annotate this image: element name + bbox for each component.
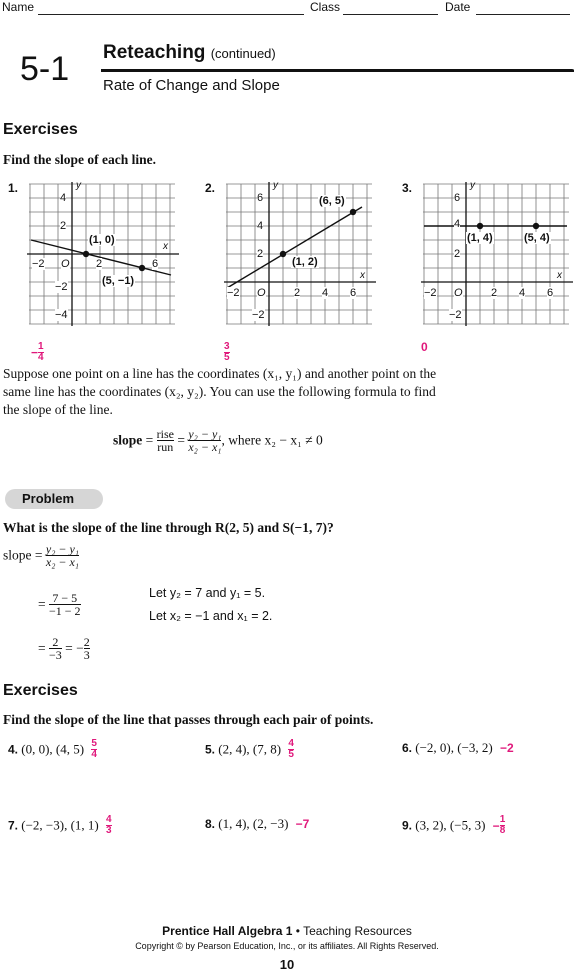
class-blank (343, 2, 438, 15)
graph-3-xtick: 2 (491, 287, 498, 299)
solution-step-3: = $\frac{2}{-3}$ = − $\frac{2}{3}$ (38, 635, 90, 662)
slope-formula: slope = $\frac{\text{rise}}{\text{run}}$ = $\frac{\text{y₂ − y₁}}{\text{x₂ − x₁}}$ , where x₂ − x₁ ≠ 0 (113, 427, 323, 454)
graph-1-number: 1. (8, 181, 19, 195)
lesson-number: 5-1 (20, 50, 70, 88)
graph-3-y-label: y (470, 180, 475, 191)
graph-1-point-label: (5, −1) (102, 275, 135, 287)
graph-1-x-label: x (163, 241, 168, 252)
graph-3-ytick: 4 (454, 218, 461, 230)
graph-3-xtick: 6 (547, 287, 554, 299)
exercise-7: 7. (−2, −3), (1, 1) $\frac{4}{3}$ (8, 814, 112, 836)
graph-1-ytick: 2 (60, 220, 67, 232)
solution-note-2: Let x₂ = −1 and x₁ = 2. (149, 609, 273, 623)
graph-2-number: 2. (205, 181, 216, 195)
graph-3-grid (423, 184, 569, 324)
graph-1-point-b (139, 265, 145, 271)
footer-book: Prentice Hall Algebra 1 • Teaching Resources (162, 924, 412, 938)
exercise-5: 5. (2, 4), (7, 8) $\frac{4}{5}$ (205, 738, 294, 760)
graph-2-xtick: 4 (322, 287, 329, 299)
graph-1-ytick: −4 (55, 309, 68, 321)
part1-instruction: Find the slope of each line. (3, 152, 157, 167)
graph-2-ytick: 2 (257, 248, 264, 260)
graph-1-point-a (83, 251, 89, 257)
footer-copyright: Copyright © by Pearson Education, Inc., or its affiliates. All Rights Reserved. (135, 941, 439, 951)
graph-2-point-label: (6, 5) (319, 195, 345, 207)
exercise-6: 6. (−2, 0), (−3, 2) −2 (402, 740, 514, 756)
graph-3-answer: 0 (421, 340, 428, 354)
graph-2-line (227, 207, 362, 288)
graph-2-x-label: x (360, 270, 365, 281)
graph-3-point-b (533, 223, 539, 229)
exercises-heading: Exercises (3, 121, 78, 138)
graph-2-grid (226, 184, 372, 324)
graph-2-xtick: −2 (227, 287, 240, 299)
solution-step-1: slope = $\frac{\text{y₂ − y₁}}{\text{x₂ − x₁}}$ (3, 542, 79, 569)
graph-3-point-label: (5, 4) (524, 232, 550, 244)
graph-2-origin: O (257, 287, 266, 299)
problem-label: Problem (5, 489, 103, 509)
graph-2-ytick: 4 (257, 220, 264, 232)
class-label: Class (310, 0, 341, 14)
name-label: Name (2, 0, 35, 14)
part2-instruction: Find the slope of the line that passes through each pair of points. (3, 712, 374, 727)
exercise-4: 4. (0, 0), (4, 5) $\frac{5}{4}$ (8, 738, 97, 760)
page-header (0, 0, 574, 14)
page-number: 10 (279, 957, 295, 972)
graph-1-xtick: −2 (32, 258, 45, 270)
graph-2-point-b (350, 209, 356, 215)
solution-note-1: Let y₂ = 7 and y₁ = 5. (149, 586, 266, 600)
date-blank (476, 2, 570, 15)
graph-1-point-label: (1, 0) (89, 234, 115, 246)
graph-1 (25, 180, 185, 330)
graph-2-xtick: 2 (294, 287, 301, 299)
graph-3-point-label: (1, 4) (467, 232, 493, 244)
title-rule (101, 69, 574, 72)
date-label: Date (445, 0, 471, 14)
graph-2-ytick: −2 (252, 309, 265, 321)
graph-1-origin: O (61, 258, 70, 270)
graph-3-ytick: −2 (449, 309, 462, 321)
exercise-8: 8. (1, 4), (2, −3) −7 (205, 816, 310, 832)
graph-2-y-label: y (273, 180, 278, 191)
exercises-heading-2: Exercises (3, 682, 78, 699)
graph-2-ytick: 6 (257, 192, 264, 204)
graph-1-ytick: −2 (55, 281, 68, 293)
problem-question: What is the slope of the line through R(2, 5) and S(−1, 7)? (3, 520, 334, 535)
graph-3-x-label: x (557, 270, 562, 281)
graph-1-xtick: 6 (152, 258, 159, 270)
graph-3-number: 3. (402, 181, 413, 195)
explanation-paragraph: Suppose one point on a line has the coordinates (x₁, y₁) and another point on the same line has the coordinates (x₂, y₂). You can use the following formula to find the slope of the line. (3, 366, 437, 417)
graph-3-point-a (477, 223, 483, 229)
exercise-9: 9. (3, 2), (−5, 3) − $\frac{1}{8}$ (402, 814, 506, 836)
graph-3-origin: O (454, 287, 463, 299)
lesson-subtitle: Rate of Change and Slope (103, 77, 280, 94)
graph-3 (419, 180, 574, 330)
graph-1-answer: − $\frac{1}{4}$ (31, 341, 44, 363)
lesson-title: Reteaching (continued) (103, 42, 276, 63)
graph-2 (222, 180, 382, 330)
graph-3-xtick: 4 (519, 287, 526, 299)
graph-3-ytick: 2 (454, 248, 461, 260)
graph-2-xtick: 6 (350, 287, 357, 299)
graph-2-answer: $\frac{3}{5}$ (224, 341, 230, 363)
graph-2-point-label: (1, 2) (292, 256, 318, 268)
graph-3-ytick: 6 (454, 192, 461, 204)
graph-1-ytick: 4 (60, 192, 67, 204)
graph-3-xtick: −2 (424, 287, 437, 299)
graph-2-point-a (280, 251, 286, 257)
name-blank (38, 2, 304, 15)
solution-step-2: = $\frac{7 - 5}{-1 - 2}$ (38, 591, 81, 618)
graph-1-xtick: 2 (96, 258, 103, 270)
graph-1-y-label: y (76, 180, 81, 191)
